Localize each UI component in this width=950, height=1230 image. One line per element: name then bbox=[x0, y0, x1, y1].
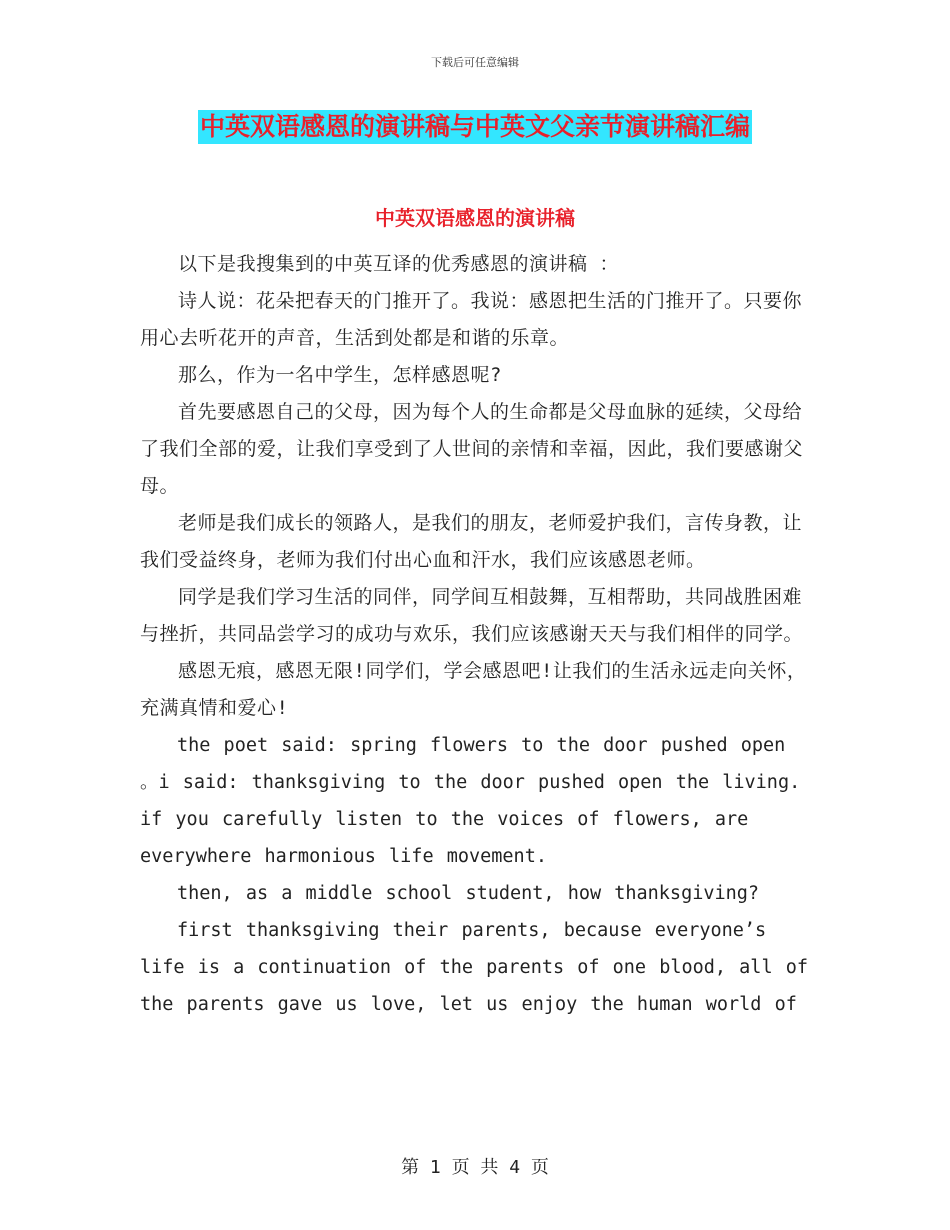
document-title-wrap bbox=[0, 110, 950, 144]
page-footer: 第 1 页 共 4 页 bbox=[401, 1157, 549, 1178]
paragraph-parents: 首先要感恩自己的父母，因为每个人的生命都是父母血脉的延续，父母给了我们全部的爱，让我们享受到了人世间的亲情和幸福，因此，我们要感谢父母。 bbox=[140, 401, 804, 497]
document-title: 中英双语感恩的演讲稿与中英文父亲节演讲稿汇编 bbox=[198, 110, 752, 144]
paragraph-intro: 以下是我搜集到的中英互译的优秀感恩的演讲稿 ： bbox=[178, 253, 619, 275]
paragraph-en-poet: the poet said: spring flowers to the door pushed open 。i said: thanksgiving to the door pushed open the living. if you carefully listen to the voices of flowers, are everywhere harmonious life movement. bbox=[140, 735, 801, 867]
body-text bbox=[140, 246, 812, 1023]
paragraph-en-question: then, as a middle school student, how thanksgiving? bbox=[177, 883, 760, 904]
paragraph-en-parents: first thanksgiving their parents, because everyone’s life is a continuation of the parents of one blood, all of the parents gave us love, let us enjoy the human world of bbox=[140, 920, 809, 1015]
section-title: 中英双语感恩的演讲稿 bbox=[375, 206, 575, 230]
paragraph-teachers: 老师是我们成长的领路人，是我们的朋友，老师爱护我们，言传身教，让我们受益终身，老师为我们付出心血和汗水，我们应该感恩老师。 bbox=[140, 512, 803, 571]
header-note: 下载后可任意编辑 bbox=[431, 56, 519, 69]
paragraph-question: 那么，作为一名中学生，怎样感恩呢? bbox=[178, 364, 502, 386]
paragraph-classmates: 同学是我们学习生活的同伴，同学间互相鼓舞，互相帮助，共同战胜困难与挫折，共同品尝学习的成功与欢乐，我们应该感谢天天与我们相伴的同学。 bbox=[140, 586, 804, 645]
paragraph-poet: 诗人说：花朵把春天的门推开了。我说：感恩把生活的门推开了。只要你用心去听花开的声音，生活到处都是和谐的乐章。 bbox=[140, 290, 803, 349]
paragraph-conclusion: 感恩无痕，感恩无限!同学们，学会感恩吧!让我们的生活永远走向关怀，充满真情和爱心! bbox=[140, 660, 807, 719]
